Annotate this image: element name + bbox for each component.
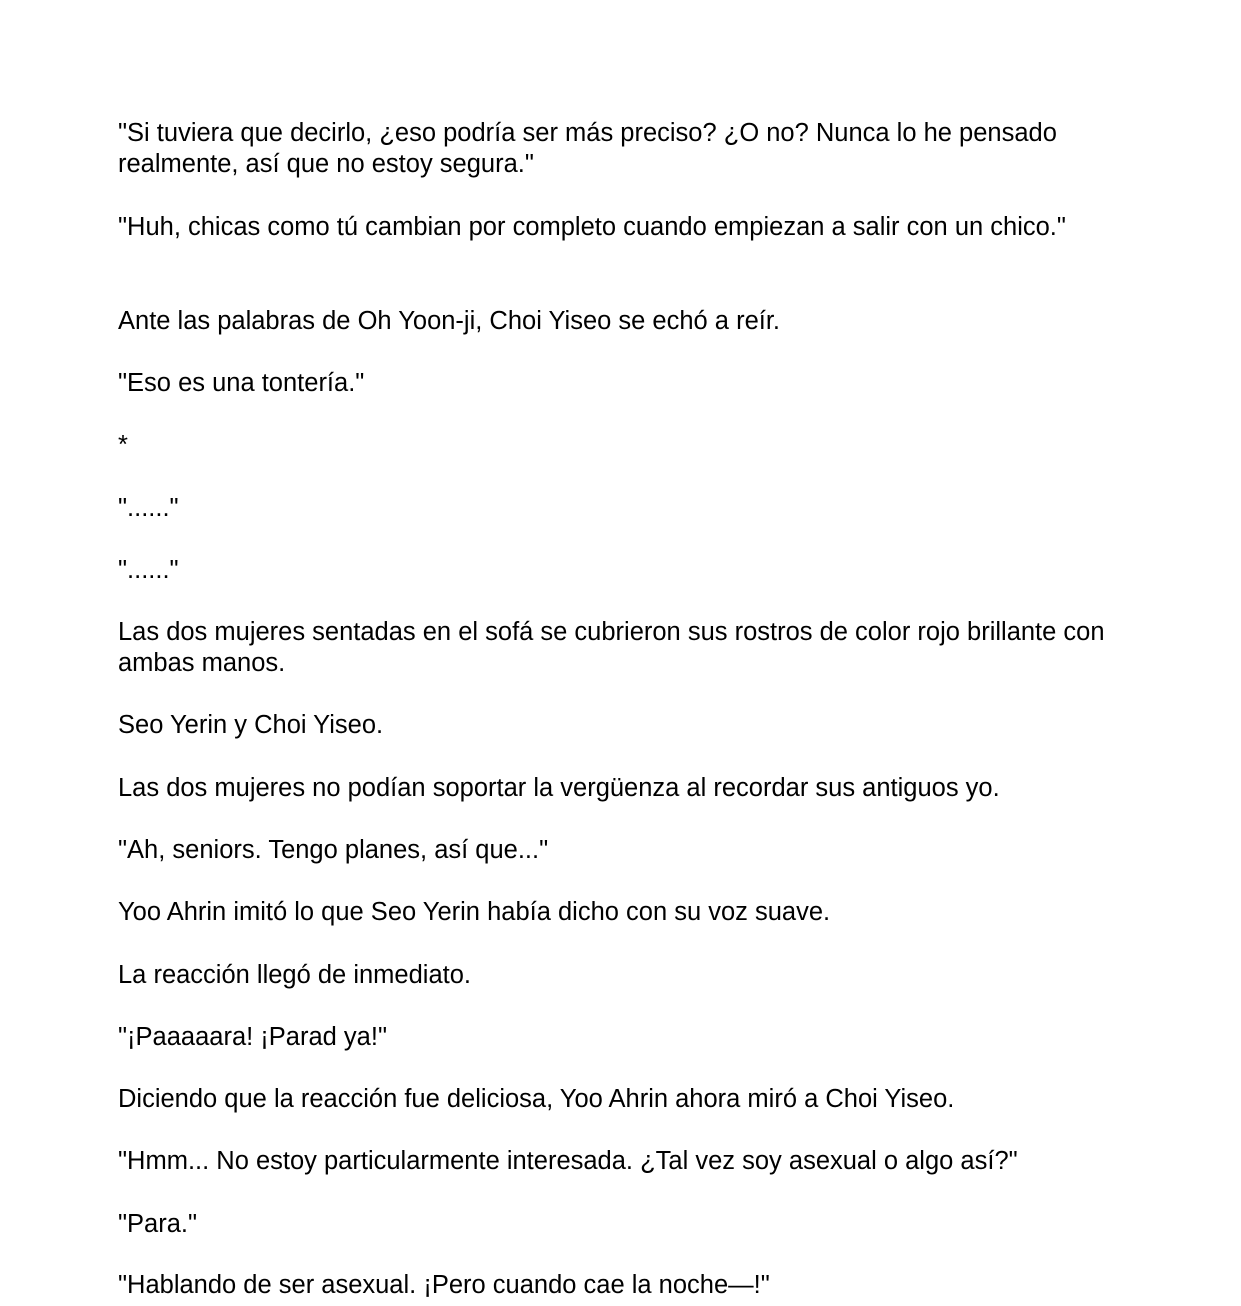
paragraph: Seo Yerin y Choi Yiseo. xyxy=(118,711,384,739)
paragraph: Las dos mujeres no podían soportar la vergüenza al recordar sus antiguos yo. xyxy=(118,774,1000,802)
paragraph: "¡Paaaaara! ¡Parad ya!" xyxy=(118,1023,387,1051)
paragraph: La reacción llegó de inmediato. xyxy=(118,961,471,989)
paragraph: "......" xyxy=(118,556,179,584)
paragraph: "......" xyxy=(118,494,179,522)
paragraph: "Hmm... No estoy particularmente interesada. ¿Tal vez soy asexual o algo así?" xyxy=(118,1147,1018,1175)
paragraph: Las dos mujeres sentadas en el sofá se cubrieron sus rostros de color rojo brillante con ambas manos. xyxy=(118,618,1105,677)
paragraph: "Si tuviera que decirlo, ¿eso podría ser más preciso? ¿O no? Nunca lo he pensado realmente, así que no estoy segura." xyxy=(118,119,1057,178)
paragraph: Yoo Ahrin imitó lo que Seo Yerin había dicho con su voz suave. xyxy=(118,898,831,926)
paragraph: "Para." xyxy=(118,1210,198,1238)
scene-break: * xyxy=(118,431,128,459)
paragraph: Ante las palabras de Oh Yoon-ji, Choi Yiseo se echó a reír. xyxy=(118,307,781,335)
paragraph: "Eso es una tontería." xyxy=(118,369,365,397)
paragraph: "Ah, seniors. Tengo planes, así que..." xyxy=(118,836,549,864)
paragraph: "Huh, chicas como tú cambian por completo cuando empiezan a salir con un chico." xyxy=(118,213,1066,241)
paragraph: Diciendo que la reacción fue deliciosa, Yoo Ahrin ahora miró a Choi Yiseo. xyxy=(118,1085,955,1113)
paragraph: "Hablando de ser asexual. ¡Pero cuando cae la noche—!" xyxy=(118,1271,770,1299)
